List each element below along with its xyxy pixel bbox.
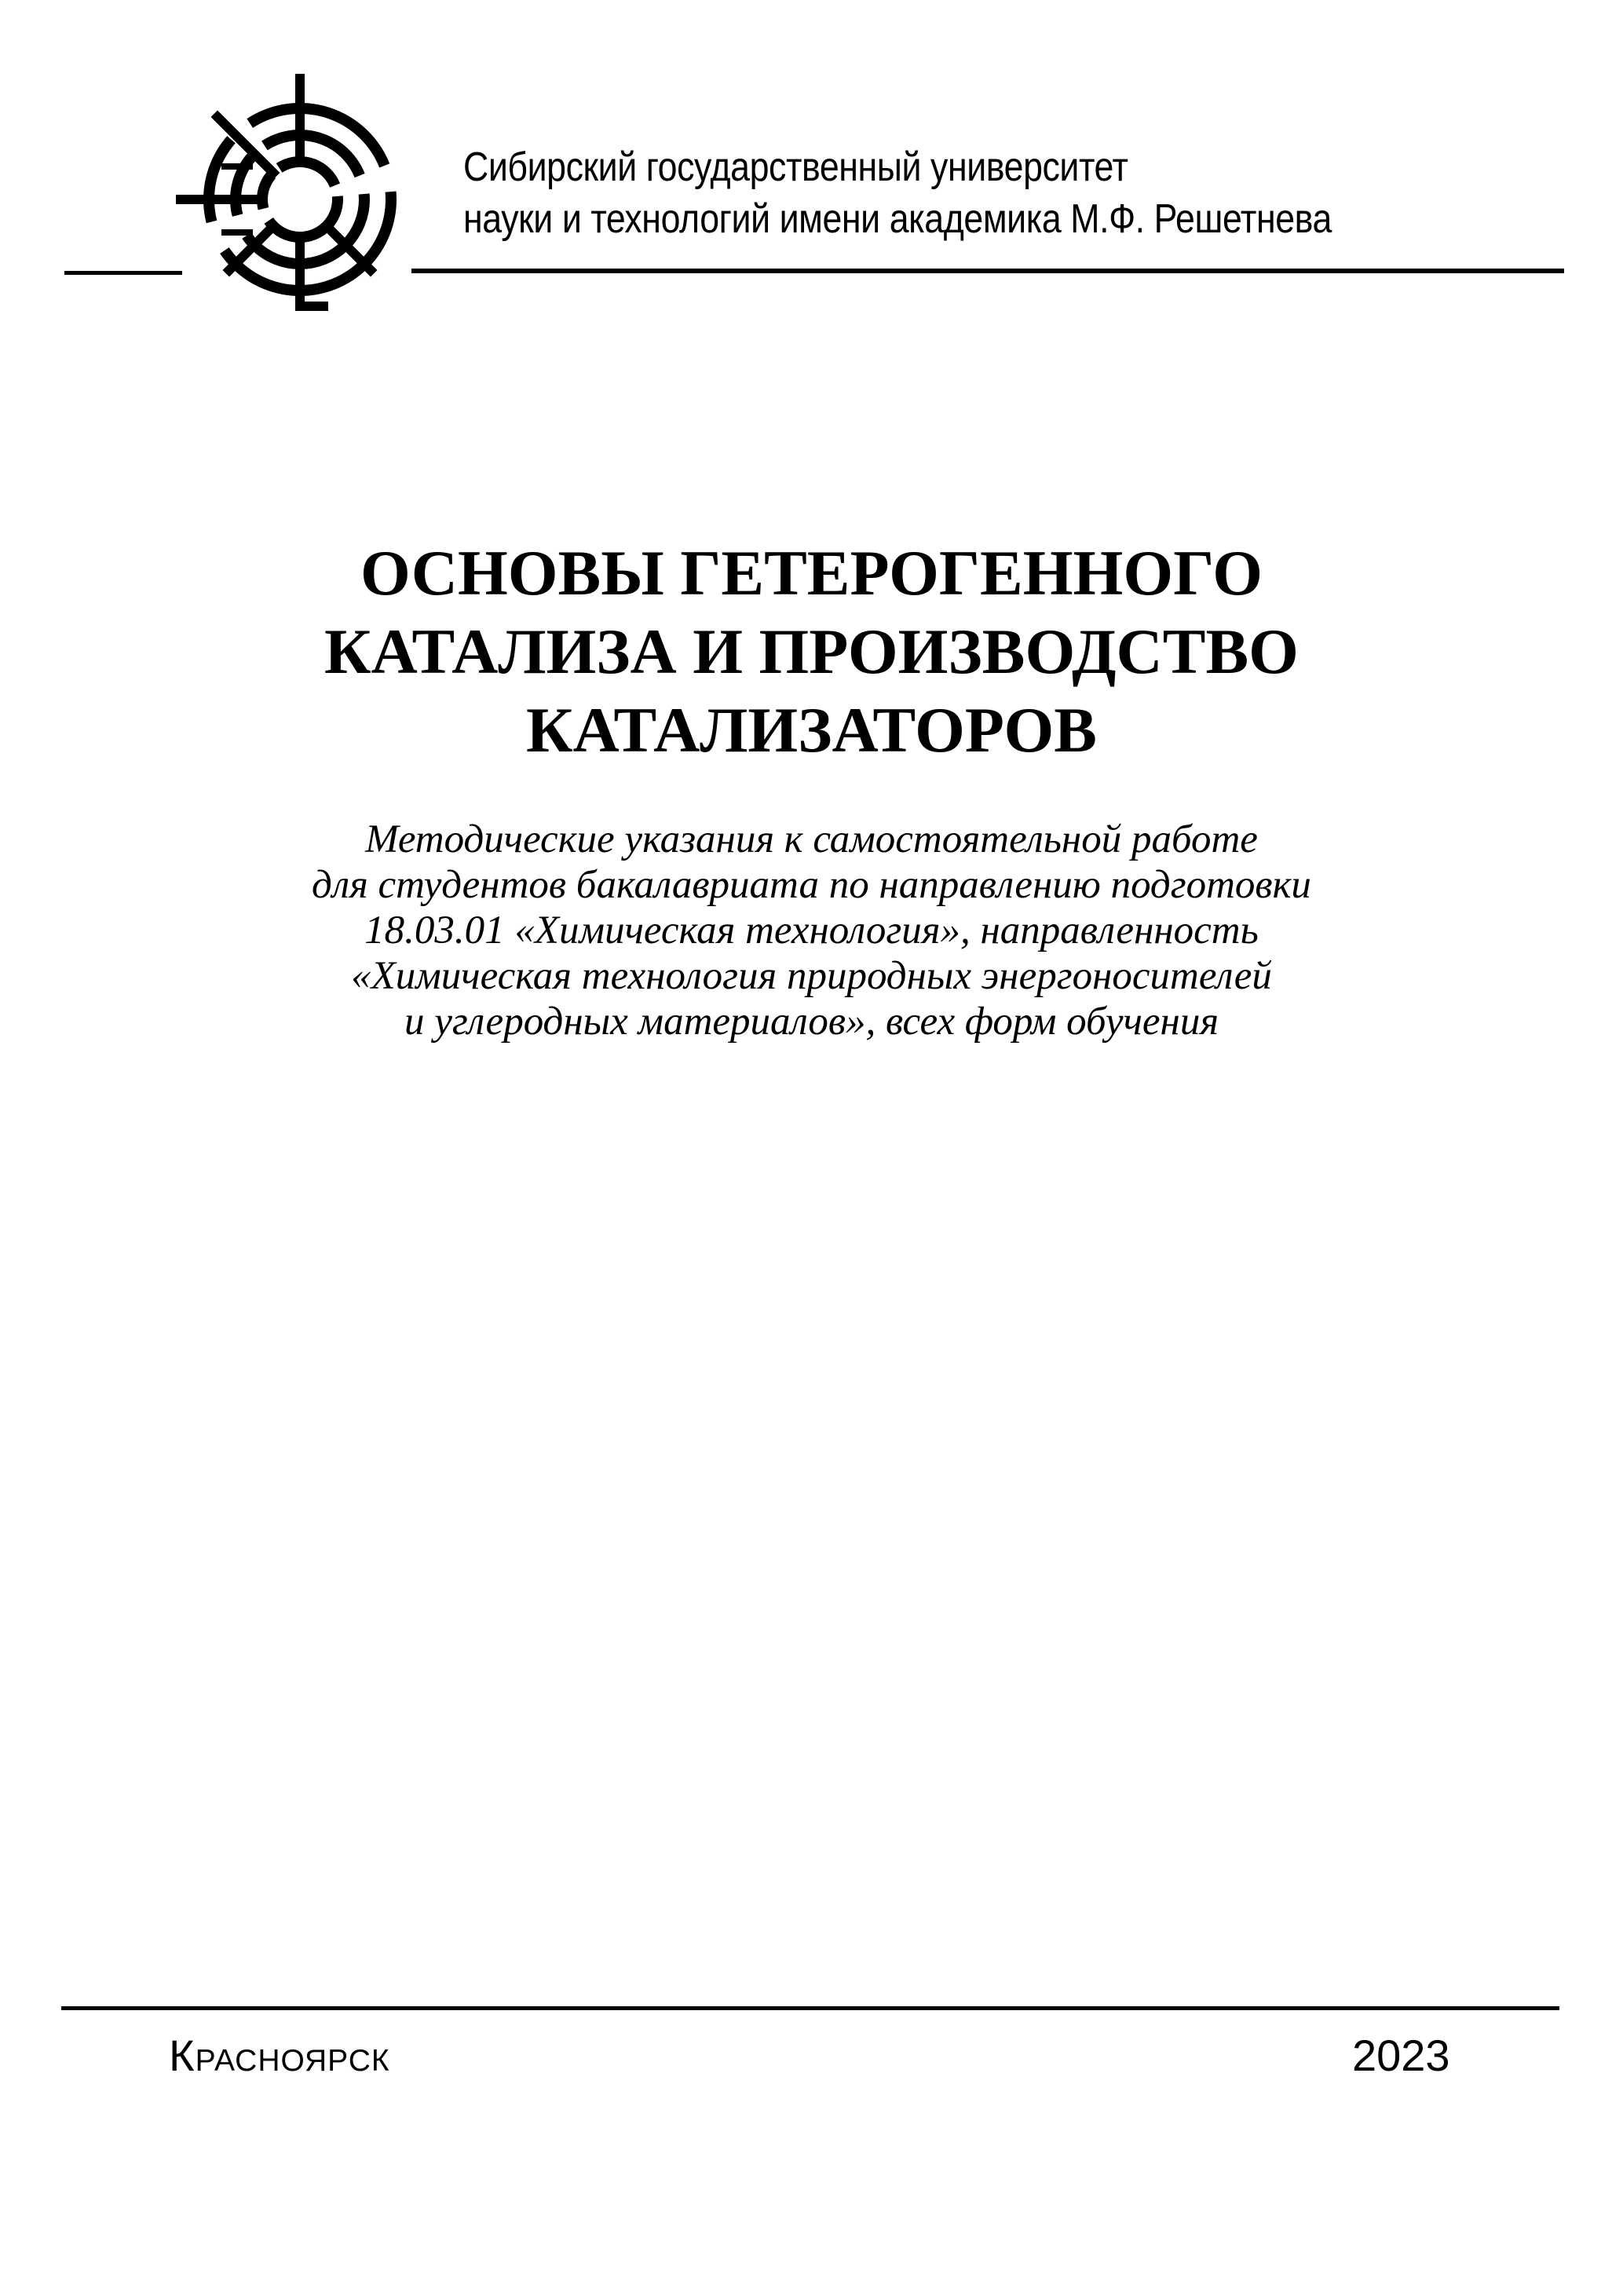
publication-city: Красноярск <box>169 2031 390 2080</box>
document-title <box>0 534 1623 770</box>
university-emblem-icon <box>174 72 410 324</box>
document-title-line-2: КАТАЛИЗА И ПРОИЗВОДСТВО <box>324 616 1299 687</box>
publication-year: 2023 <box>1352 2031 1450 2080</box>
document-subtitle-line-3: 18.03.01 «Химическая технология», направленность <box>364 909 1259 952</box>
document-subtitle <box>0 817 1623 1044</box>
university-name <box>463 141 1332 245</box>
header-rule-right <box>411 269 1564 273</box>
university-name-line-2: науки и технологий имени академика М.Ф. Решетнева <box>463 196 1332 242</box>
document-subtitle-line-1: Методические указания к самостоятельной работе <box>365 817 1258 861</box>
header-rule-left <box>64 271 182 275</box>
document-title-line-1: ОСНОВЫ ГЕТЕРОГЕННОГО <box>360 537 1263 609</box>
footer-rule <box>61 2006 1559 2010</box>
document-subtitle-line-5: и углеродных материалов», всех форм обучения <box>404 1000 1219 1044</box>
document-title-line-3: КАТАЛИЗАТОРОВ <box>526 694 1097 766</box>
document-subtitle-line-4: «Химическая технология природных энергоносителей <box>351 954 1272 998</box>
document-subtitle-line-2: для студентов бакалавриата по направлению подготовки <box>312 863 1311 907</box>
university-name-line-1: Сибирский государственный университет <box>463 144 1128 190</box>
